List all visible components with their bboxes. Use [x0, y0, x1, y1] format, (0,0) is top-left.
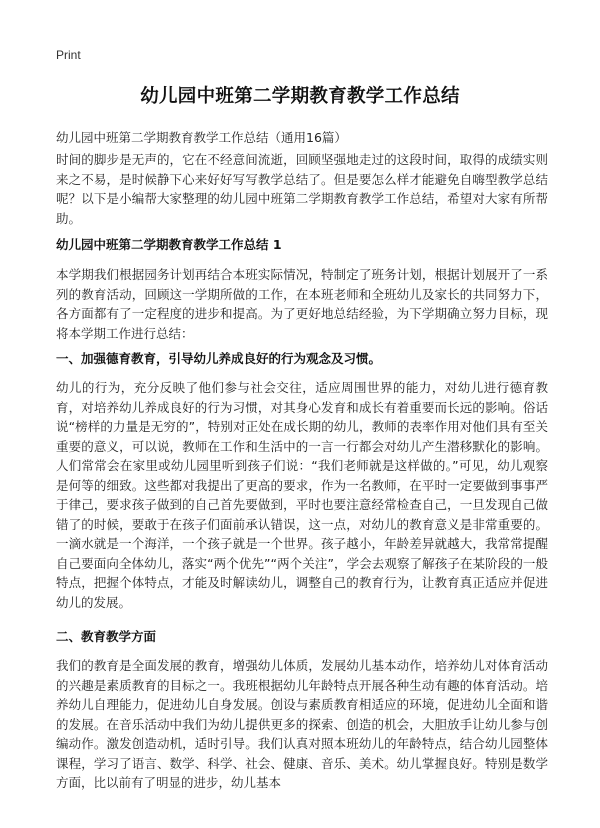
moral-education-paragraph: 幼儿的行为，充分反映了他们参与社会交往，适应周围世界的能力，对幼儿进行德育教育，对培养幼儿养成良好的行为习惯，对其身心发育和成长有着重要而长远的影响。俗话说“榜样的力量是无穷的”，特别对正处在成长期的幼儿，教师的表率作用对他们具有至关重要的意义，可以说，教师在工作和生活中的一言一行都会对幼儿产生潜移默化的影响。人们常常会在家里或幼儿园里听到孩子们说：“我们老师就是这样做的。”可见，幼儿观察是何等的细致。这些都对我提出了更高的要求，作为一名教师，在平时一定要做到事事严于律己，要求孩子做到的自己首先要做到，平时也要注意经常检查自己，一旦发现自己做错了的时候，要敢于在孩子们面前承认错误，这一点，对幼儿的教育意义是非常重要的。一滴水就是一个海洋，一个孩子就是一个世界。孩子越小，年龄差异就越大，我常常提醒自己要面向全体幼儿，落实“两个优先”“两个关注”，学会去观察了解孩子在某阶段的一般特点，把握个体特点，才能及时解读幼儿，调整自己的教育行为，让教育真正适应并促进幼儿的发展。 [56, 380, 548, 610]
heading-teaching: 二、教育教学方面 [56, 629, 157, 644]
intro-paragraph: 时间的脚步是无声的，它在不经意间流逝，回顾坚强地走过的这段时间，取得的成绩实则来之不易，是时候静下心来好好写写教学总结了。但是要怎么样才能避免自嗨型教学总结呢？以下是小编帮大家整理的幼儿园中班第二学期教育教学工作总结，希望对大家有所帮助。 [56, 152, 548, 226]
teaching-paragraph: 我们的教育是全面发展的教育，增强幼儿体质，发展幼儿基本动作，培养幼儿对体育活动的兴趣是素质教育的目标之一。我班根据幼儿年龄特点开展各种生动有趣的体育活动。培养幼儿自理能力，促进幼儿自身发展。创设与素质教育相适应的环境，促进幼儿全面和谐的发展。在音乐活动中我们为幼儿提供更多的探索、创造的机会，大胆放手让幼儿参与创编动作。激发创造动机，适时引导。我们认真对照本班幼儿的年龄特点，结合幼儿园整体课程，学习了语言、数学、科学、社会、健康、音乐、美术。幼儿掌握良好。特别是数学方面，比以前有了明显的进步，幼儿基本 [56, 658, 548, 790]
document-subtitle: 幼儿园中班第二学期教育教学工作总结（通用16篇） [56, 130, 347, 145]
heading-moral-education: 一、加强德育教育，引导幼儿养成良好的行为观念及习惯。 [56, 351, 382, 366]
page-title: 幼儿园中班第二学期教育教学工作总结 [140, 86, 460, 107]
print-link[interactable]: Print [56, 48, 81, 62]
section-heading: 幼儿园中班第二学期教育教学工作总结 1 [56, 237, 282, 252]
plan-paragraph: 本学期我们根据园务计划再结合本班实际情况，特制定了班务计划，根据计划展开了一系列的教育活动，回顾这一学期所做的工作，在本班老师和全班幼儿及家长的共同努力下，各方面都有了一定程度的进步和提高。为了更好地总结经验，为下学期确立努力目标，现将本学期工作进行总结： [56, 267, 548, 341]
